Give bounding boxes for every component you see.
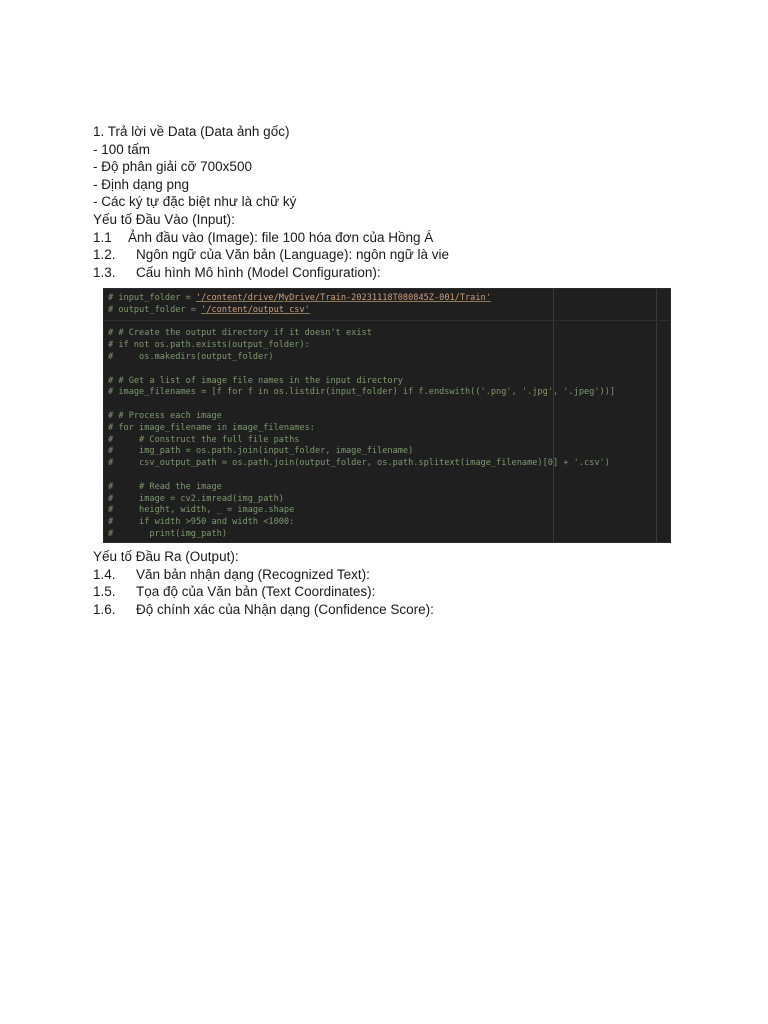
code-blank-line [108, 399, 666, 411]
item-number: 1.2. [93, 247, 116, 263]
code-line: # image_filenames = [f for f in os.listdir(input_folder) if f.endswith(('.png', '.jpg', '.jpeg'))] [108, 387, 616, 398]
output-item [93, 566, 733, 584]
code-line: # if width >950 and width <1000: [108, 517, 295, 528]
item-number: 1.5. [93, 584, 116, 600]
data-bullet: - Định dạng png [93, 176, 190, 192]
data-heading: 1. Trả lời về Data (Data ảnh gốc) [93, 124, 290, 139]
item-text: Văn bản nhận dạng (Recognized Text): [136, 566, 370, 582]
item-number: 1.1 [93, 229, 112, 245]
item-text: Tọa độ của Văn bản (Text Coordinates): [136, 584, 376, 600]
code-string: '/content/output_csv' [201, 304, 310, 315]
code-text: # input_folder = [108, 293, 196, 303]
input-item [93, 229, 733, 247]
code-lines [108, 293, 666, 541]
code-line: # csv_output_path = os.path.join(output_folder, os.path.splitext(image_filename)[0] + '.csv') [108, 458, 610, 469]
lower-text-block [93, 548, 733, 618]
code-line: # # Process each image [108, 410, 222, 421]
data-bullet: - Các ký tự đặc biệt như là chữ ký [93, 194, 297, 210]
item-number: 1.4. [93, 566, 116, 582]
output-heading: Yếu tố Đầu Ra (Output): [93, 549, 239, 564]
code-line: # # Read the image [108, 481, 222, 492]
code-string: '/content/drive/MyDrive/Train-20231118T080845Z-001/Train' [195, 293, 491, 303]
code-line: # height, width, _ = image.shape [108, 505, 295, 516]
upper-text-block [93, 123, 733, 281]
item-number: 1.3. [93, 264, 116, 280]
code-line: # if not os.path.exists(output_folder): [108, 340, 310, 351]
code-blank-line [108, 470, 666, 482]
data-bullet: - 100 tấm [93, 141, 151, 157]
code-line: # # Get a list of image file names in the input directory [108, 375, 403, 386]
item-text: Độ chính xác của Nhận dạng (Confidence Score): [136, 601, 434, 617]
input-item [93, 246, 733, 264]
code-line [108, 293, 666, 305]
code-line: # img_path = os.path.join(input_folder, image_filename) [108, 446, 414, 457]
item-text: Cấu hình Mô hình (Model Configuration): [136, 264, 381, 280]
code-line: # # Create the output directory if it doesn't exist [108, 328, 372, 339]
item-text: Ảnh đầu vào (Image): file 100 hóa đơn của Hồng Á [128, 229, 434, 245]
code-line: # image = cv2.imread(img_path) [108, 493, 284, 504]
output-item [93, 583, 733, 601]
data-bullet: - Độ phân giải cỡ 700x500 [93, 159, 252, 175]
code-screenshot [103, 288, 671, 543]
code-text: # output_folder = [108, 304, 202, 315]
code-line: # # Construct the full file paths [108, 434, 300, 445]
code-line: # for image_filename in image_filenames: [108, 422, 315, 433]
code-line: # os.makedirs(output_folder) [108, 351, 274, 362]
input-heading: Yếu tố Đầu Vào (Input): [93, 211, 235, 227]
code-line: # print(img_path) [108, 528, 227, 539]
code-line [108, 305, 666, 317]
code-blank-line [108, 317, 666, 329]
item-number: 1.6. [93, 601, 116, 617]
item-text: Ngôn ngữ của Văn bản (Language): ngôn ngữ là vie [136, 247, 450, 263]
output-item [93, 601, 733, 619]
code-blank-line [108, 364, 666, 376]
input-item [93, 264, 733, 282]
